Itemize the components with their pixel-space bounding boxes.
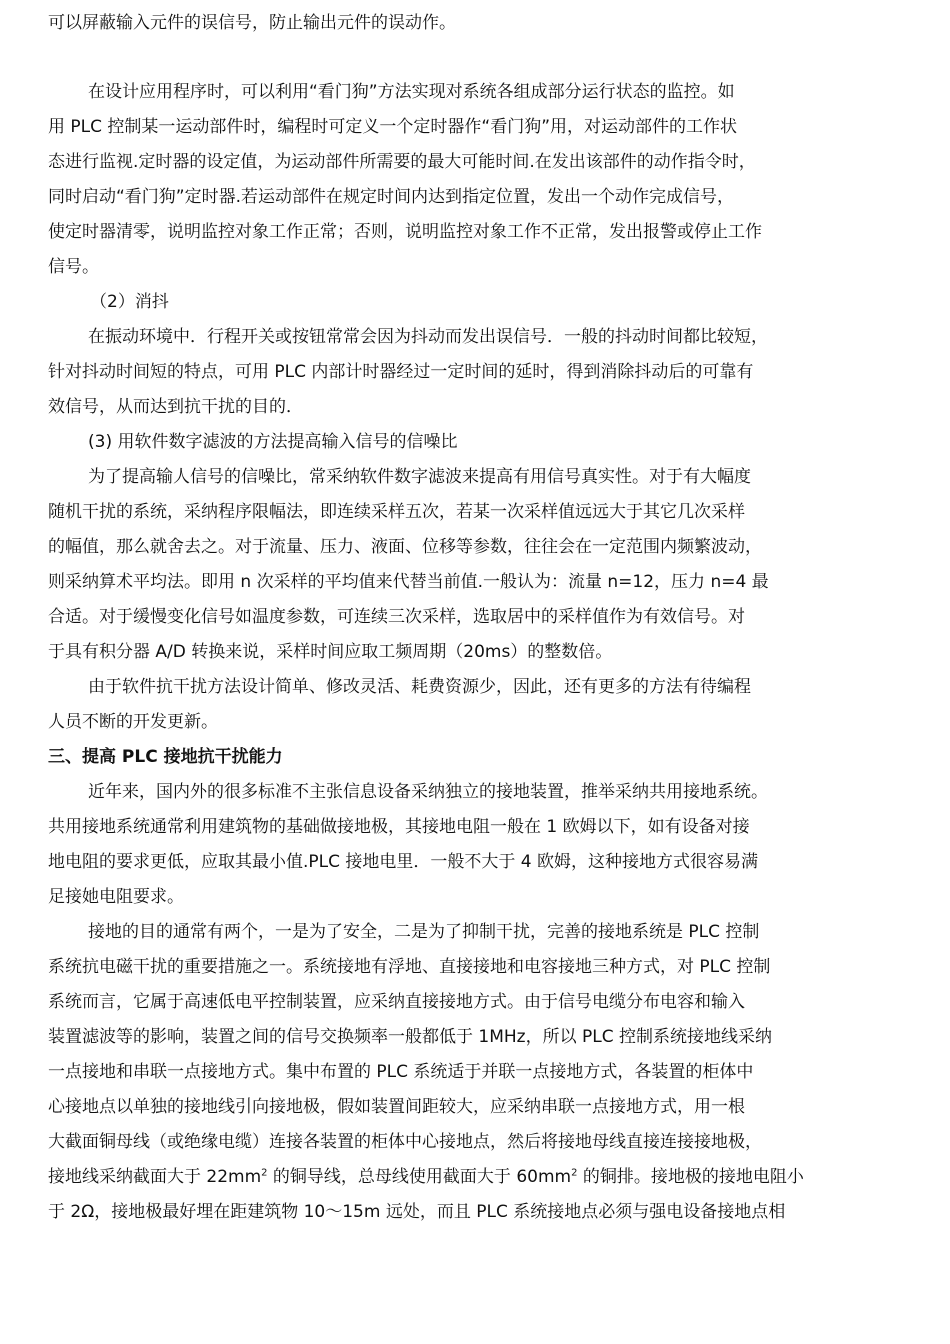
text-line: 同时启动“看门狗”定时器.若运动部件在规定时间内达到指定位置，发出一个动作完成信号，	[48, 187, 735, 207]
subsection-heading: （2）消抖	[90, 292, 169, 312]
text-line: 态进行监视.定时器的设定值，为运动部件所需要的最大可能时间.在发出该部件的动作指令时，	[48, 152, 756, 172]
text-line: 效信号，从而达到抗干扰的目的．	[48, 397, 303, 417]
text-line: 用 PLC 控制某一运动部件时，编程时可定义一个定时器作“看门狗”用，对运动部件的工作状	[48, 117, 738, 137]
text-line: 人员不断的开发更新。	[48, 712, 218, 732]
text-line: 一点接地和串联一点接地方式。集中布置的 PLC 系统适于并联一点接地方式，各装置的柜体中	[48, 1062, 754, 1082]
text-line: 系统抗电磁干扰的重要措施之一。系统接地有浮地、直接接地和电容接地三种方式，对 PLC 控制	[48, 957, 771, 977]
text-line: 的幅值，那么就舍去之。对于流量、压力、液面、位移等参数，往往会在一定范围内频繁波动，	[48, 537, 762, 557]
text-line: 大截面铜母线（或绝缘电缆）连接各装置的柜体中心接地点，然后将接地母线直接连接接地极，	[48, 1132, 762, 1152]
superscript: 2	[261, 1167, 268, 1179]
section-heading: 三、提高 PLC 接地抗干扰能力	[48, 747, 283, 767]
superscript: 2	[571, 1167, 578, 1179]
text-line: 足接她电阻要求。	[48, 887, 184, 907]
text-segment: 接地线采纳截面大于 22mm	[48, 1167, 262, 1187]
text-line: 随机干扰的系统，采纳程序限幅法，即连续采样五次，若某一次采样值远远大于其它几次采样	[48, 502, 745, 522]
text-line	[48, 1166, 908, 1188]
text-segment: 的铜排。接地极的接地电阻小	[577, 1167, 804, 1187]
text-segment: 的铜导线，总母线使用截面大于 60mm	[267, 1167, 572, 1187]
text-line: 于具有积分器 A/D 转换来说，采样时间应取工频周期（20ms）的整数倍。	[48, 642, 613, 662]
text-line: 心接地点以单独的接地线引向接地极，假如装置间距较大，应采纳串联一点接地方式，用一根	[48, 1097, 745, 1117]
text-line: 使定时器清零，说明监控对象工作正常；否则，说明监控对象工作不正常，发出报警或停止工作	[48, 222, 762, 242]
text-line: 可以屏蔽输入元件的误信号，防止输出元件的误动作。	[48, 13, 456, 33]
text-line: 由于软件抗干扰方法设计简单、修改灵活、耗费资源少，因此，还有更多的方法有待编程	[88, 677, 751, 697]
text-line: 则采纳算术平均法。即用 n 次采样的平均值来代替当前值.一般认为：流量 n=12，压力 n=4 最	[48, 572, 769, 592]
subsection-heading: (3) 用软件数字滤波的方法提高输入信号的信噪比	[88, 432, 458, 452]
text-line: 近年来，国内外的很多标准不主张信息设备采纳独立的接地装置，推举采纳共用接地系统。	[88, 782, 768, 802]
text-line: 系统而言，它属于高速低电平控制装置，应采纳直接接地方式。由于信号电缆分布电容和输入	[48, 992, 745, 1012]
text-line: 为了提高输人信号的信噪比，常采纳软件数字滤波来提高有用信号真实性。对于有大幅度	[88, 467, 751, 487]
text-line: 信号。	[48, 257, 99, 277]
text-line: 合适。对于缓慢变化信号如温度参数，可连续三次采样，选取居中的采样值作为有效信号。对	[48, 607, 745, 627]
text-line: 共用接地系统通常利用建筑物的基础做接地极，其接地电阻一般在 1 欧姆以下，如有设备对接	[48, 817, 750, 837]
text-line: 地电阻的要求更低，应取其最小值.PLC 接地电里．一般不大于 4 欧姆，这种接地方式很容易满	[48, 852, 759, 872]
text-line: 在振动环境中．行程开关或按钮常常会因为抖动而发出误信号．一般的抖动时间都比较短，	[88, 327, 768, 347]
text-line: 接地的目的通常有两个，一是为了安全，二是为了抑制干扰，完善的接地系统是 PLC 控制	[88, 922, 760, 942]
text-line: 装置滤波等的影响，装置之间的信号交换频率一般都低于 1MHz，所以 PLC 控制系统接地线采纳	[48, 1027, 772, 1047]
text-line: 针对抖动时间短的特点，可用 PLC 内部计时器经过一定时间的延时，得到消除抖动后的可靠有	[48, 362, 754, 382]
text-line: 于 2Ω，接地极最好埋在距建筑物 10～15m 远处，而且 PLC 系统接地点必须与强电设备接地点相	[48, 1202, 786, 1222]
text-line: 在设计应用程序时，可以利用“看门狗”方法实现对系统各组成部分运行状态的监控。如	[88, 82, 735, 102]
